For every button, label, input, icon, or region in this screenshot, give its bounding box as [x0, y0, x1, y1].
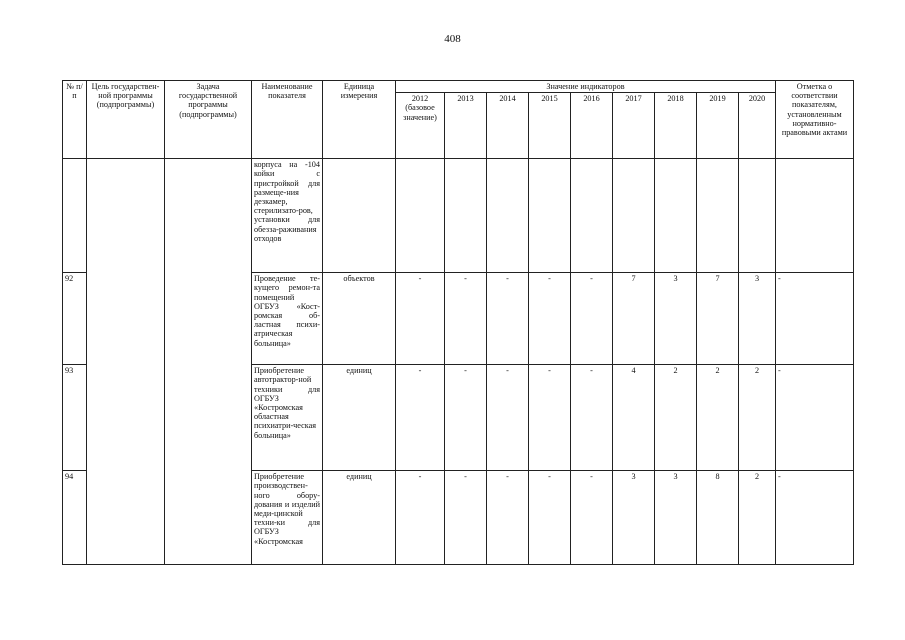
header-year: 2014 — [487, 93, 529, 159]
indicator-value — [487, 159, 529, 273]
header-year: 2019 — [697, 93, 739, 159]
header-goal: Цель государствен-ной программы (подпрограммы) — [87, 81, 165, 159]
indicator-value: 3 — [739, 273, 776, 365]
indicator-value: - — [529, 365, 571, 471]
header-year: 2013 — [445, 93, 487, 159]
indicator-value: - — [445, 365, 487, 471]
indicator-value: 2 — [697, 365, 739, 471]
task-cell — [165, 159, 252, 565]
indicator-value: - — [445, 273, 487, 365]
header-year: 2020 — [739, 93, 776, 159]
row-num: 93 — [63, 365, 87, 471]
indicator-value — [697, 159, 739, 273]
row-num: 94 — [63, 471, 87, 565]
row-num — [63, 159, 87, 273]
indicator-value: 2 — [739, 471, 776, 565]
indicator-value: - — [529, 471, 571, 565]
mark-cell: - — [776, 471, 854, 565]
indicator-name: Приобретение автотрактор-ной техники для ОГБУЗ «Костромская областная психиатри-ческая больница» — [252, 365, 323, 471]
indicator-value: - — [571, 365, 613, 471]
indicator-value: 7 — [697, 273, 739, 365]
unit-cell: единиц — [323, 365, 396, 471]
header-indicator-name: Наименование показателя — [252, 81, 323, 159]
indicator-value: 7 — [613, 273, 655, 365]
indicator-value: 2 — [655, 365, 697, 471]
page-number: 408 — [444, 33, 461, 45]
indicator-value: - — [396, 471, 445, 565]
indicator-value: 8 — [697, 471, 739, 565]
mark-cell: - — [776, 365, 854, 471]
header-task: Задача государственной программы (подпрограммы) — [165, 81, 252, 159]
indicator-value — [396, 159, 445, 273]
indicator-value — [529, 159, 571, 273]
indicator-value: - — [571, 273, 613, 365]
indicator-value: - — [487, 471, 529, 565]
unit-cell: единиц — [323, 471, 396, 565]
header-values-group: Значение индикаторов — [396, 81, 776, 93]
header-year: 2012 (базовое значение) — [396, 93, 445, 159]
indicator-value: - — [487, 365, 529, 471]
indicator-value: 4 — [613, 365, 655, 471]
indicator-value — [571, 159, 613, 273]
indicator-value: - — [571, 471, 613, 565]
goal-cell — [87, 159, 165, 565]
indicator-value: - — [445, 471, 487, 565]
header-year: 2018 — [655, 93, 697, 159]
indicator-value: 3 — [655, 273, 697, 365]
header-unit: Единица измерения — [323, 81, 396, 159]
indicator-value: - — [529, 273, 571, 365]
indicator-value — [739, 159, 776, 273]
indicator-value: 3 — [655, 471, 697, 565]
unit-cell — [323, 159, 396, 273]
row-num: 92 — [63, 273, 87, 365]
indicator-value — [655, 159, 697, 273]
indicator-name: Приобретение производствен-ного обору-дования и изделий меди-цинской техни-ки для ОГБУЗ «Костромская — [252, 471, 323, 565]
indicator-name: Проведение те-кущего ремон-та помещений ОГБУЗ «Кост-ромская об-ластная психи-атрическая больница» — [252, 273, 323, 365]
header-year: 2015 — [529, 93, 571, 159]
indicator-value: 3 — [613, 471, 655, 565]
indicator-value — [613, 159, 655, 273]
table-row — [63, 159, 854, 273]
mark-cell: - — [776, 273, 854, 365]
header-num: № п/п — [63, 81, 87, 159]
indicator-value: 2 — [739, 365, 776, 471]
header-year: 2017 — [613, 93, 655, 159]
unit-cell: объектов — [323, 273, 396, 365]
indicator-value — [445, 159, 487, 273]
indicators-table — [62, 80, 854, 565]
header-mark: Отметка о соответствии показателям, установленным нормативно-правовыми актами — [776, 81, 854, 159]
header-year: 2016 — [571, 93, 613, 159]
indicator-value: - — [487, 273, 529, 365]
indicator-value: - — [396, 273, 445, 365]
indicator-name: корпуса на -104 койки с пристройкой для размеще-ния дезкамер, стерилизато-ров, установки для обезза-раживания отходов — [252, 159, 323, 273]
mark-cell — [776, 159, 854, 273]
indicator-value: - — [396, 365, 445, 471]
